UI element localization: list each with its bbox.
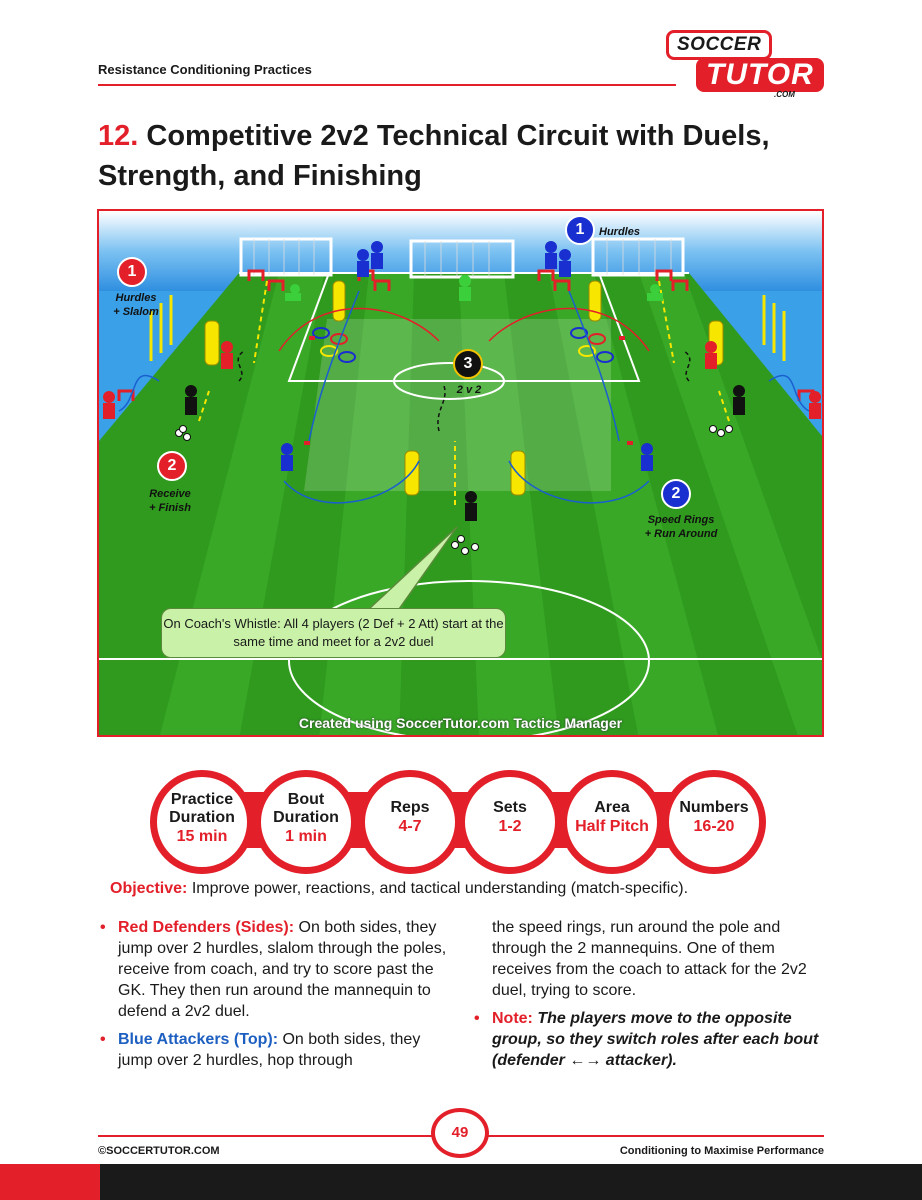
bullet-red-defenders	[98, 917, 458, 1022]
stat-value: Half Pitch	[575, 818, 649, 835]
label-receive-finish: Receive + Finish	[149, 488, 191, 514]
page-title	[98, 116, 818, 196]
stat-numbers	[662, 770, 766, 874]
stat-label: Numbers	[679, 799, 749, 816]
duel-zone	[304, 319, 611, 491]
label-hurdles: Hurdles	[599, 226, 640, 238]
stat-label: Practice Duration	[169, 791, 235, 826]
label-hurdles-slalom: Hurdles + Slalom	[113, 292, 159, 318]
note-text: The players move to the opposite group, so they switch roles after each bout (defender ←→ attacker).	[492, 1010, 819, 1069]
label-speed-rings: Speed Rings + Run Around	[644, 514, 718, 540]
stats-bar	[150, 770, 770, 870]
stat-practice-duration	[150, 770, 254, 874]
footer-copyright: ©SOCCERTUTOR.COM	[98, 1145, 220, 1157]
stat-label: Bout Duration	[273, 791, 339, 826]
footer-book-title: Conditioning to Maximise Performance	[619, 1145, 824, 1157]
objective	[110, 880, 830, 898]
stat-sets	[458, 770, 562, 874]
bullet-note	[472, 1008, 832, 1071]
badge-blue-1: 1	[565, 215, 595, 245]
stat-label: Reps	[390, 799, 430, 816]
badge-blue-2: 2	[661, 479, 691, 509]
logo-bottom-text: TUTOR	[696, 58, 824, 92]
note-label: Note:	[492, 1010, 533, 1027]
bullet-dot: •	[474, 1010, 480, 1027]
blue-attackers-text: On both sides, they jump over 2 hurdles, hop through	[118, 1031, 421, 1069]
stat-area	[560, 770, 664, 874]
instructions-right-column	[472, 917, 832, 1078]
header-divider	[98, 84, 676, 86]
stat-value: 4-7	[398, 818, 422, 835]
stat-label: Sets	[493, 799, 527, 816]
bullet-blue-attackers	[98, 1029, 458, 1071]
objective-text: Improve power, reactions, and tactical understanding (match-specific).	[191, 880, 689, 897]
stat-value: 1-2	[498, 818, 522, 835]
red-defenders-text: On both sides, they jump over 2 hurdles, slalom through the poles, receive from coach, and try to score past the GK. They then run around the mannequin to defend a 2v2 duel.	[118, 919, 447, 1020]
badge-red-1: 1	[117, 257, 147, 287]
blue-attackers-continued: the speed rings, run around the pole and through the 2 mannequins. One of them receives from the coach to attack for the 2v2 duel, trying to score.	[492, 919, 807, 999]
objective-label: Objective:	[110, 880, 188, 897]
pitch-illustration	[99, 211, 824, 737]
title-number: 12.	[98, 120, 139, 152]
stat-value: 16-20	[693, 818, 735, 835]
bullet-dot: •	[100, 919, 106, 936]
whistle-callout: On Coach's Whistle: All 4 players (2 Def + 2 Att) start at the same time and meet for a 2v2 duel	[161, 608, 506, 658]
logo-top-text: SOCCER	[666, 30, 772, 60]
red-defenders-label: Red Defenders (Sides):	[118, 919, 295, 936]
stat-value: 15 min	[176, 828, 228, 845]
section-title: Resistance Conditioning Practices	[98, 62, 312, 77]
bullet-dot: •	[100, 1031, 106, 1048]
bottom-band-accent	[0, 1164, 100, 1200]
stat-bout-duration	[254, 770, 358, 874]
title-text: Competitive 2v2 Technical Circuit with Duels, Strength, and Finishing	[98, 120, 770, 192]
soccertutor-logo	[662, 30, 826, 100]
stat-label: Area	[594, 799, 630, 816]
badge-center-3: 3	[453, 349, 483, 379]
instructions-left-column	[98, 917, 458, 1078]
stat-value: 1 min	[285, 828, 327, 845]
bottom-band	[0, 1164, 922, 1200]
badge-red-2: 2	[157, 451, 187, 481]
logo-suffix: .COM	[774, 90, 795, 99]
label-2v2: 2 v 2	[456, 384, 482, 396]
stat-reps	[358, 770, 462, 874]
page-number: 49	[431, 1108, 489, 1158]
blue-attackers-label: Blue Attackers (Top):	[118, 1031, 279, 1048]
diagram-credit: Created using SoccerTutor.com Tactics Manager	[298, 715, 623, 731]
practice-diagram	[97, 209, 824, 737]
